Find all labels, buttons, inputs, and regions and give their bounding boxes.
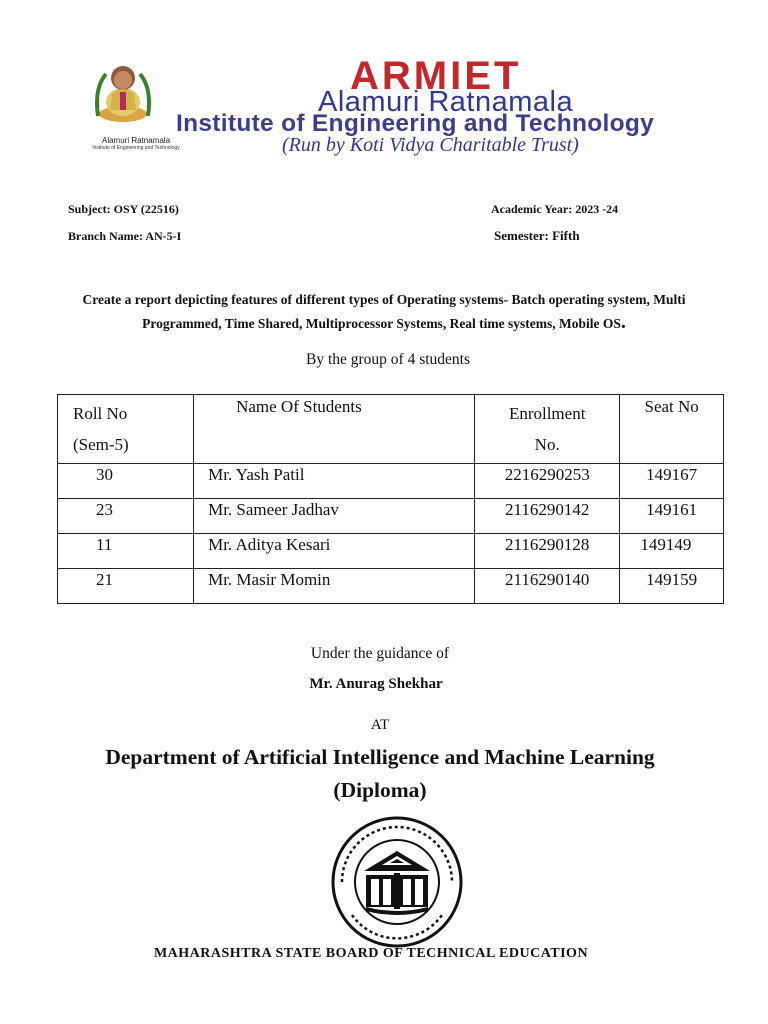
table-header-row <box>58 395 724 464</box>
header-enrollment-line-2: No. <box>534 435 560 454</box>
enrollment-cell: 2116290140 <box>475 569 620 604</box>
roll-cell: 11 <box>58 534 194 569</box>
department-line-2: (Diploma) <box>333 778 427 802</box>
at-label: AT <box>370 717 390 733</box>
roll-cell: 30 <box>58 464 194 499</box>
seat-cell: 149161 <box>620 499 724 534</box>
header-name-text: Name Of Students <box>236 397 362 416</box>
name-cell: Mr. Aditya Kesari <box>194 534 475 569</box>
msbte-seal-icon <box>330 815 464 949</box>
group-line: By the group of 4 students <box>305 351 471 368</box>
report-title-period: . <box>620 311 626 333</box>
header-roll-line-2: (Sem-5) <box>73 435 129 454</box>
report-title-line-1: Create a report depicting features of different types of Operating systems- Batch operating system, Multi <box>82 292 686 307</box>
header-name <box>194 395 475 464</box>
academic-year-label: Academic Year: 2023 -24 <box>491 202 619 216</box>
enrollment-cell: 2116290128 <box>475 534 620 569</box>
brand-subtitle: Alamuri Ratnamala <box>318 86 574 118</box>
name-cell: Mr. Masir Momin <box>194 569 475 604</box>
header-roll-line-1: Roll No <box>73 404 128 423</box>
guidance-label: Under the guidance of <box>310 645 450 662</box>
guide-name: Mr. Anurag Shekhar <box>309 676 443 692</box>
header-seat <box>620 395 724 464</box>
department-name <box>0 741 760 807</box>
report-title-line-2-wrap <box>20 311 748 335</box>
board-name: MAHARASHTRA STATE BOARD OF TECHNICAL EDUCATION <box>153 946 589 961</box>
table-row <box>58 534 724 569</box>
table-row <box>58 569 724 604</box>
header-roll <box>58 395 194 464</box>
report-title-line-2: Programmed, Time Shared, Multiprocessor Systems, Real time systems, Mobile OS <box>142 316 621 331</box>
branch-label: Branch Name: AN-5-I <box>68 229 182 243</box>
seat-cell: 149167 <box>620 464 724 499</box>
students-table <box>57 394 724 604</box>
brand-abbreviation: ARMIET <box>350 54 522 98</box>
report-title <box>20 288 748 335</box>
semester-label: Semester: Fifth <box>494 228 580 243</box>
small-logo-subtitle: Institute of Engineering and Technology <box>92 145 180 151</box>
seat-cell: 149159 <box>620 569 724 604</box>
enrollment-cell: 2216290253 <box>475 464 620 499</box>
department-line-1: Department of Artificial Intelligence and Machine Learning <box>105 745 655 769</box>
name-cell: Mr. Yash Patil <box>194 464 475 499</box>
subject-label: Subject: OSY (22516) <box>68 202 179 216</box>
brand-trust-line: (Run by Koti Vidya Charitable Trust) <box>282 134 579 156</box>
small-logo-name: Alamuri Ratnamala <box>101 136 171 145</box>
table-row <box>58 499 724 534</box>
small-logo-caption <box>66 137 206 151</box>
header-enrollment-line-1: Enrollment <box>508 404 586 423</box>
header-enrollment <box>475 395 620 464</box>
header-seat-text: Seat No <box>644 397 699 416</box>
table-row <box>58 464 724 499</box>
roll-cell: 23 <box>58 499 194 534</box>
roll-cell: 21 <box>58 569 194 604</box>
brand-institute-name: Institute of Engineering and Technology <box>176 110 655 137</box>
seat-cell: 149149 <box>620 534 724 569</box>
name-cell: Mr. Sameer Jadhav <box>194 499 475 534</box>
enrollment-cell: 2116290142 <box>475 499 620 534</box>
founder-portrait-emblem <box>92 58 154 124</box>
